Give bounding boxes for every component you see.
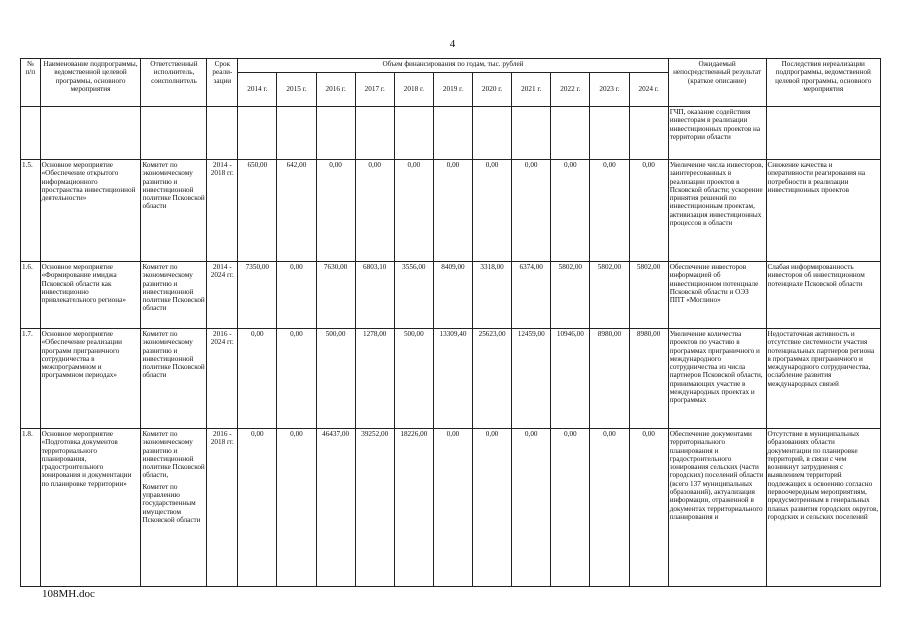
responsible-line: Комитет по управлению государственным имуществом Псковской области xyxy=(142,482,201,524)
value-2019: 0,00 xyxy=(433,160,472,262)
value-2015: 0,00 xyxy=(277,329,316,429)
year-2014: 2014 г. xyxy=(238,73,277,107)
row-number: 1.6. xyxy=(21,262,41,329)
value-2017: 1278,00 xyxy=(355,329,394,429)
row-name: Основное мероприятие «Обеспечение реализации программ приграничного сотрудничества в межпрограммном и программном периодах» xyxy=(40,329,141,429)
value-2021: 0,00 xyxy=(512,160,551,262)
row-name: Основное мероприятие «Обеспечение открытого информационного пространства инвестиционной деятельности» xyxy=(40,160,141,262)
row-responsible xyxy=(141,429,207,587)
year-2024: 2024 г. xyxy=(629,73,668,107)
value-2014: 7350,00 xyxy=(238,262,277,329)
value-2021: 6374,00 xyxy=(512,262,551,329)
row-consequences: Отсутствие в муниципальных образованиях области документации по планировке территорий, в связи с чем возникнут затруднения с выявлением территорий подлежащих к освоению согласно первоочередным мероприятиям, предусмотренным в генеральных планах развития городских округов, городских и сельских поселений xyxy=(766,429,880,587)
value-2023: 5802,00 xyxy=(590,262,629,329)
value-2016: 0,00 xyxy=(316,160,355,262)
page-number: 4 xyxy=(449,38,456,50)
value-2016: 46437,00 xyxy=(316,429,355,587)
header-row xyxy=(21,59,881,73)
program-table xyxy=(20,58,881,587)
responsible-line: Комитет по экономическому развитию и инвестиционной политике Псковской области, xyxy=(142,430,205,480)
row-result: Увеличение числа инвесторов, заинтересованных в реализации проектов в Псковской области; ускорение принятия решений по инвестиционным проектам, активизация инвестиционных процессов в области xyxy=(668,160,766,262)
continuation-result: ГЧП, оказание содействия инвесторам в реализации инвестиционных проектов на территории области xyxy=(668,107,766,160)
value-2020: 0,00 xyxy=(473,160,512,262)
value-2017: 0,00 xyxy=(355,160,394,262)
year-2021: 2021 г. xyxy=(512,73,551,107)
row-name: Основное мероприятие «Формирование имиджа Псковской области как инвестиционно привлекательного региона» xyxy=(40,262,141,329)
header-term: Срок реали-зации xyxy=(207,59,238,107)
year-2023: 2023 г. xyxy=(590,73,629,107)
value-2018: 18226,00 xyxy=(394,429,433,587)
header-result: Ожидаемый непосредственный результат (краткое описание) xyxy=(668,59,766,107)
row-consequences: Снижение качества и оперативности реагирования на потребности в реализации инвестиционных проектов xyxy=(766,160,880,262)
year-2020: 2020 г. xyxy=(473,73,512,107)
table-row xyxy=(21,429,881,587)
header-name: Наименование подпрограммы, ведомственной целевой программы, основного мероприятия xyxy=(40,59,141,107)
header-consequences: Последствия нереализации подпрограммы, ведомственной целевой программы, основного мероприятия xyxy=(766,59,880,107)
row-term: 2014 - 2024 гг. xyxy=(207,262,238,329)
value-2019: 8409,00 xyxy=(433,262,472,329)
row-number: 1.8. xyxy=(21,429,41,587)
value-2015: 642,00 xyxy=(277,160,316,262)
value-2022: 10946,00 xyxy=(551,329,590,429)
year-2015: 2015 г. xyxy=(277,73,316,107)
row-term: 2014 - 2018 гг. xyxy=(207,160,238,262)
row-result: Обеспечение инвесторов информацией об инвестиционном потенциале Псковской области и ОЭЗ ППТ «Моглино» xyxy=(668,262,766,329)
value-2022: 5802,00 xyxy=(551,262,590,329)
row-responsible xyxy=(141,262,207,329)
year-2019: 2019 г. xyxy=(433,73,472,107)
value-2019: 0,00 xyxy=(433,429,472,587)
table-row xyxy=(21,329,881,429)
value-2015: 0,00 xyxy=(277,429,316,587)
value-2024: 5802,00 xyxy=(629,262,668,329)
header-responsible: Ответственный исполнитель, соисполнитель xyxy=(141,59,207,107)
value-2015: 0,00 xyxy=(277,262,316,329)
value-2023: 0,00 xyxy=(590,429,629,587)
value-2020: 25623,00 xyxy=(473,329,512,429)
continuation-row xyxy=(21,107,881,160)
row-name: Основное мероприятие «Подготовка документов территориального планирования, градостроительного зонирования и документации по планировке территории» xyxy=(40,429,141,587)
value-2023: 0,00 xyxy=(590,160,629,262)
header-num: № п/п xyxy=(21,59,41,107)
value-2014: 650,00 xyxy=(238,160,277,262)
value-2017: 6803,10 xyxy=(355,262,394,329)
row-consequences: Недостаточная активность и отсутствие системности участия потенциальных партнеров региона в программах приграничного и международного сотрудничества, ослабление развития международных связей xyxy=(766,329,880,429)
row-result: Увеличение количества проектов по участию в программах приграничного и международного сотрудничества из числа партнеров Псковской области, принимающих участие в международных проектах и программах xyxy=(668,329,766,429)
responsible-line: Комитет по экономическому развитию и инвестиционной политике Псковской области xyxy=(142,161,205,211)
value-2024: 8980,00 xyxy=(629,329,668,429)
row-consequences: Слабая информированность инвесторов об инвестиционном потенциале Псковской области xyxy=(766,262,880,329)
row-number: 1.5. xyxy=(21,160,41,262)
row-result: Обеспечение документами территориального планирования и градостроительного зонирования сельских (части городских) поселений области (всего 137 муниципальных образований), актуализация информации, отраженной в документах территориального планирования и xyxy=(668,429,766,587)
value-2016: 500,00 xyxy=(316,329,355,429)
responsible-line: Комитет по экономическому развитию и инвестиционной политике Псковской области xyxy=(142,263,205,313)
value-2014: 0,00 xyxy=(238,429,277,587)
row-number: 1.7. xyxy=(21,329,41,429)
row-responsible xyxy=(141,329,207,429)
year-2016: 2016 г. xyxy=(316,73,355,107)
row-responsible xyxy=(141,160,207,262)
value-2020: 3318,00 xyxy=(473,262,512,329)
year-2017: 2017 г. xyxy=(355,73,394,107)
table-row xyxy=(21,262,881,329)
value-2020: 0,00 xyxy=(473,429,512,587)
value-2024: 0,00 xyxy=(629,160,668,262)
value-2023: 8980,00 xyxy=(590,329,629,429)
value-2022: 0,00 xyxy=(551,429,590,587)
value-2021: 12459,00 xyxy=(512,329,551,429)
header-finance: Объем финансирования по годам, тыс. рублей xyxy=(238,59,668,73)
value-2018: 0,00 xyxy=(394,160,433,262)
value-2016: 7630,00 xyxy=(316,262,355,329)
value-2018: 3556,00 xyxy=(394,262,433,329)
value-2024: 0,00 xyxy=(629,429,668,587)
table-row xyxy=(21,160,881,262)
value-2022: 0,00 xyxy=(551,160,590,262)
year-2018: 2018 г. xyxy=(394,73,433,107)
row-term: 2016 - 2024 гг. xyxy=(207,329,238,429)
row-term: 2016 - 2018 гг. xyxy=(207,429,238,587)
value-2021: 0,00 xyxy=(512,429,551,587)
responsible-line: Комитет по экономическому развитию и инвестиционной политике Псковской области xyxy=(142,330,205,380)
value-2014: 0,00 xyxy=(238,329,277,429)
footer-filename: 108MH.doc xyxy=(42,588,95,600)
value-2019: 13309,40 xyxy=(433,329,472,429)
value-2017: 39252,00 xyxy=(355,429,394,587)
year-2022: 2022 г. xyxy=(551,73,590,107)
value-2018: 500,00 xyxy=(394,329,433,429)
